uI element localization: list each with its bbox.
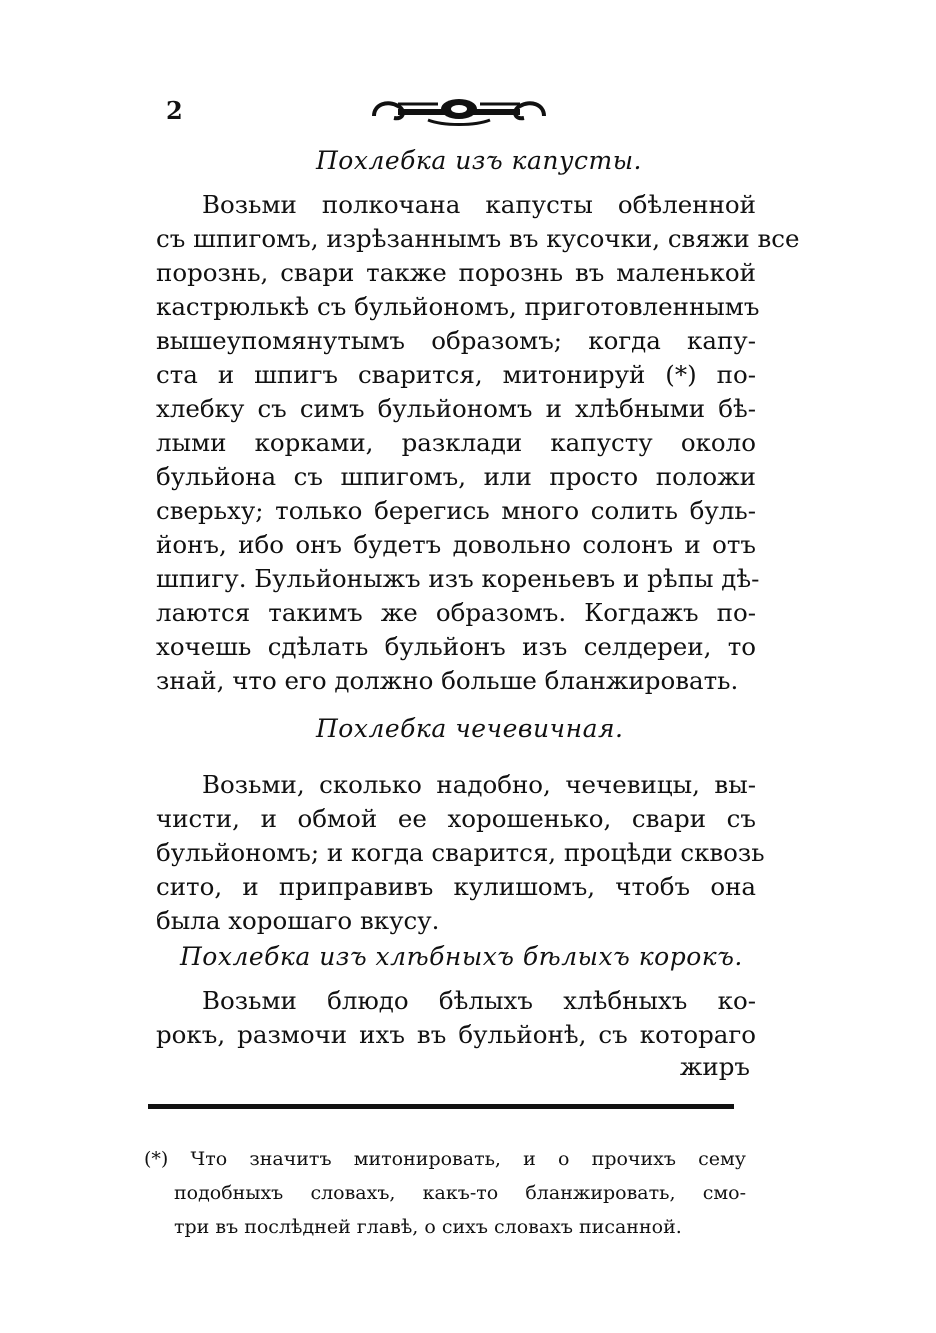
- text-line: сверьху; только берегись много солить буль-: [156, 496, 756, 525]
- text-line: чисти, и обмой ее хорошенько, свари съ: [156, 804, 756, 833]
- text-line: лаются такимъ же образомъ. Когдажъ по-: [156, 598, 756, 627]
- text-line: кастрюлькѣ съ бульйономъ, приготовленнымъ: [156, 292, 760, 321]
- text-line: рокъ, размочи ихъ въ бульйонѣ, съ котораго: [156, 1020, 756, 1049]
- text-line: бульйона съ шпигомъ, или просто положи: [156, 462, 756, 491]
- text-line: хлебку съ симъ бульйономъ и хлѣбными бѣ-: [156, 394, 756, 423]
- text-line: Возьми полкочана капусты обѣленной: [202, 190, 756, 219]
- catchword: жиръ: [679, 1052, 750, 1081]
- text-line: бульйономъ; и когда сварится, процѣди сквозь: [156, 838, 765, 867]
- footnote-line: (*) Что значитъ митонировать, и о прочихъ сему: [144, 1148, 746, 1170]
- section-title: Похлебка чечевичная.: [316, 714, 624, 743]
- footnote-line: подобныхъ словахъ, какъ-то бланжировать, смо-: [174, 1182, 746, 1204]
- footnote-divider: [148, 1104, 734, 1109]
- section-title: Похлебка изъ хлѣбныхъ бѣлыхъ корокъ.: [180, 942, 743, 971]
- text-line: порознь, свари также порознь въ маленькой: [156, 258, 756, 287]
- text-line: знай, что его должно больше бланжировать.: [156, 666, 739, 695]
- text-line: Возьми блюдо бѣлыхъ хлѣбныхъ ко-: [202, 986, 756, 1015]
- page-number: 2: [166, 96, 183, 125]
- text-line: была хорошаго вкусу.: [156, 906, 440, 935]
- ornament-headpiece: [368, 92, 550, 128]
- footnote-line: три въ послѣдней главѣ, о сихъ словахъ писанной.: [174, 1216, 682, 1238]
- text-line: лыми корками, разклади капусту около: [156, 428, 756, 457]
- text-line: ста и шпигъ сварится, митонируй (*) по-: [156, 360, 756, 389]
- text-line: вышеупомянутымъ образомъ; когда капу-: [156, 326, 756, 355]
- text-line: сито, и приправивъ кулишомъ, чтобъ она: [156, 872, 756, 901]
- text-line: съ шпигомъ, изрѣзаннымъ въ кусочки, свяжи все: [156, 224, 800, 253]
- text-line: йонъ, ибо онъ будетъ довольно солонъ и отъ: [156, 530, 756, 559]
- text-line: хочешь сдѣлать бульйонъ изъ селдереи, то: [156, 632, 756, 661]
- text-line: шпигу. Бульйоныжъ изъ кореньевъ и рѣпы дѣ-: [156, 564, 760, 593]
- text-line: Возьми, сколько надобно, чечевицы, вы-: [202, 770, 756, 799]
- section-title: Похлебка изъ капусты.: [316, 146, 643, 175]
